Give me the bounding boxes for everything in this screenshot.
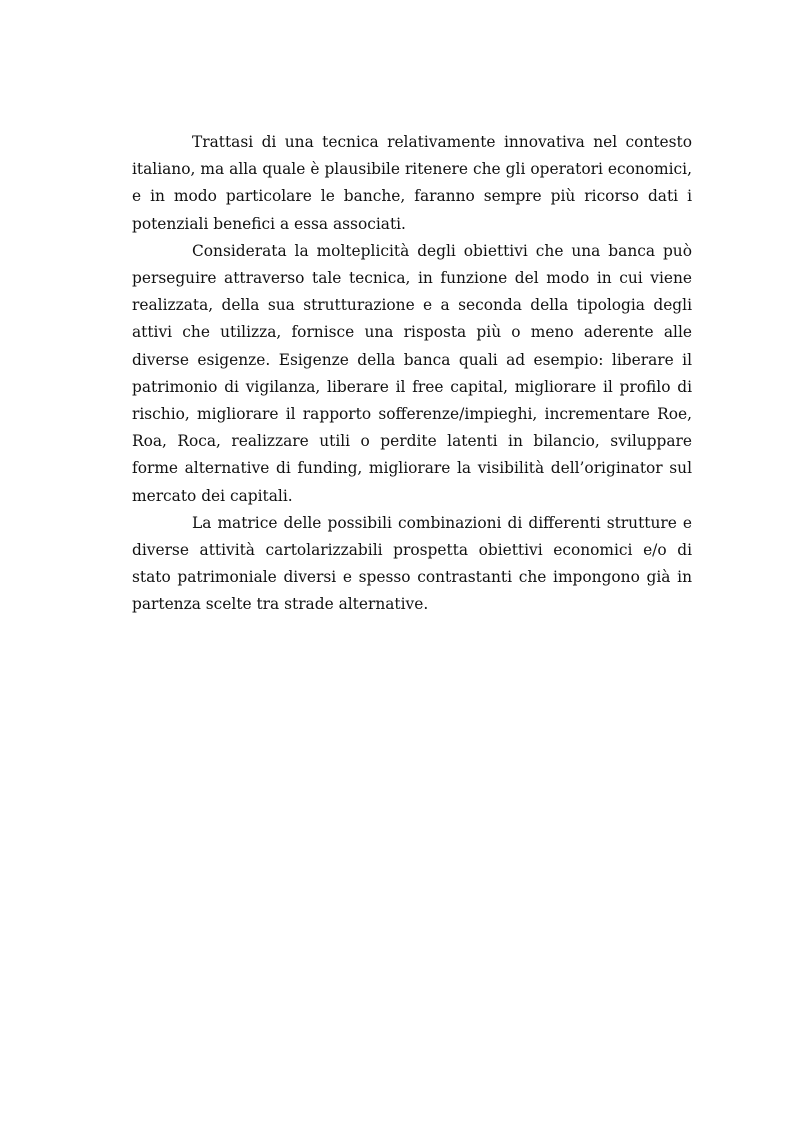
paragraph-3: La matrice delle possibili combinazioni di differenti strutture e diverse attività cartolarizzabili prospetta obiettivi economici e/o di stato patrimoniale diversi e spesso contrastanti che impongono già in partenza scelte tra strade alternative. xyxy=(132,513,692,614)
body-text xyxy=(132,129,692,619)
paragraph-1: Trattasi di una tecnica relativamente innovativa nel contesto italiano, ma alla quale è plausibile ritenere che gli operatori economici, e in modo particolare le banche, faranno sempre più ricorso dati i potenziali benefici a essa associati. xyxy=(132,133,692,233)
paragraph-2: Considerata la molteplicità degli obiettivi che una banca può perseguire attraverso tale tecnica, in funzione del modo in cui viene realizzata, della sua strutturazione e a seconda della tipologia degli attivi che utilizza, fornisce una risposta più o meno aderente alle diverse esigenze. Esigenze della banca quali ad esempio: liberare il patrimonio di vigilanza, liberare il free capital, migliorare il profilo di rischio, migliorare il rapporto sofferenze/impieghi, incrementare Roe, Roa, Roca, realizzare utili o perdite latenti in bilancio, sviluppare forme alternative di funding, migliorare la visibilità dell’originator sul mercato dei capitali. xyxy=(132,241,692,505)
